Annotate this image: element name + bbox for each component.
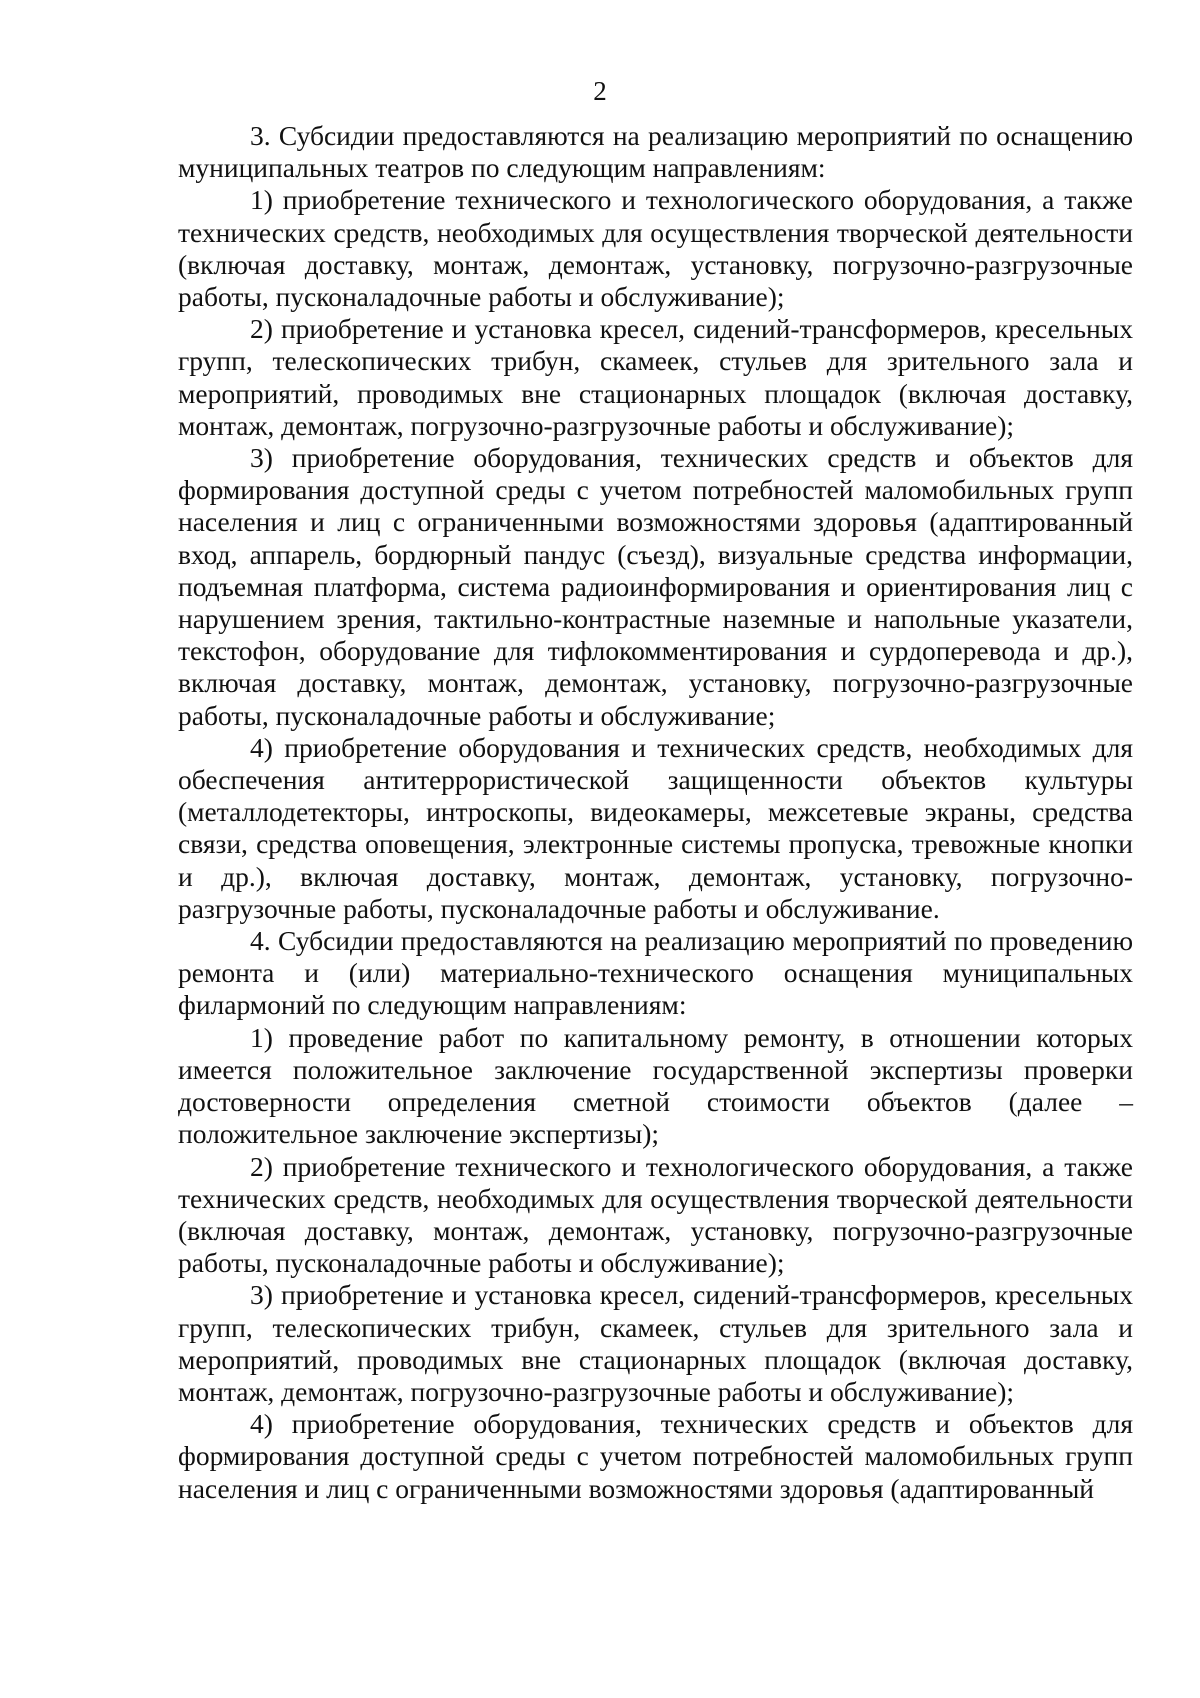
- paragraph-item-3-3: 3) приобретение оборудования, технических средств и объектов для формирования доступной среды с учетом потребностей маломобильных групп населения и лиц с ограниченными возможностями здоровья (адаптированный вход, аппарель, бордюрный пандус (съезд), визуальные средства информации, подъемная платформа, система радиоинформирования и ориентирования лиц с нарушением зрения, тактильно-контрастные наземные и напольные указатели, текстофон, оборудование для тифлокомментирования и сурдоперевода и др.), включая доставку, монтаж, демонтаж, установку, погрузочно-разгрузочные работы, пусконаладочные работы и обслуживание;: [178, 442, 1133, 731]
- paragraph-section-3: 3. Субсидии предоставляются на реализацию мероприятий по оснащению муниципальных театров по следующим направлениям:: [178, 120, 1133, 184]
- paragraph-item-4-2: 2) приобретение технического и технологического оборудования, а также технических средств, необходимых для осуществления творческой деятельности (включая доставку, монтаж, демонтаж, установку, погрузочно-разгрузочные работы, пусконаладочные работы и обслуживание);: [178, 1150, 1133, 1279]
- paragraph-item-3-1: 1) приобретение технического и технологического оборудования, а также технических средств, необходимых для осуществления творческой деятельности (включая доставку, монтаж, демонтаж, установку, погрузочно-разгрузочные работы, пусконаладочные работы и обслуживание);: [178, 184, 1133, 313]
- paragraph-item-3-4: 4) приобретение оборудования и технических средств, необходимых для обеспечения антитеррористической защищенности объектов культуры (металлодетекторы, интроскопы, видеокамеры, межсетевые экраны, средства связи, средства оповещения, электронные системы пропуска, тревожные кнопки и др.), включая доставку, монтаж, демонтаж, установку, погрузочно-разгрузочные работы, пусконаладочные работы и обслуживание.: [178, 731, 1133, 924]
- paragraph-item-4-1: 1) проведение работ по капитальному ремонту, в отношении которых имеется положительное заключение государственной экспертизы проверки достоверности определения сметной стоимости объектов (далее – положительное заключение экспертизы);: [178, 1021, 1133, 1150]
- paragraph-section-4: 4. Субсидии предоставляются на реализацию мероприятий по проведению ремонта и (или) материально-технического оснащения муниципальных филармоний по следующим направлениям:: [178, 925, 1133, 1021]
- document-body: [178, 120, 1133, 1505]
- paragraph-item-3-2: 2) приобретение и установка кресел, сидений-трансформеров, кресельных групп, телескопических трибун, скамеек, стульев для зрительного зала и мероприятий, проводимых вне стационарных площадок (включая доставку, монтаж, демонтаж, погрузочно-разгрузочные работы и обслуживание);: [178, 313, 1133, 441]
- paragraph-item-4-4: 4) приобретение оборудования, технических средств и объектов для формирования доступной среды с учетом потребностей маломобильных групп населения и лиц с ограниченными возможностями здоровья (адаптированный: [178, 1408, 1133, 1504]
- page-number: 2: [593, 76, 607, 106]
- paragraph-item-4-3: 3) приобретение и установка кресел, сидений-трансформеров, кресельных групп, телескопических трибун, скамеек, стульев для зрительного зала и мероприятий, проводимых вне стационарных площадок (включая доставку, монтаж, демонтаж, погрузочно-разгрузочные работы и обслуживание);: [178, 1279, 1133, 1407]
